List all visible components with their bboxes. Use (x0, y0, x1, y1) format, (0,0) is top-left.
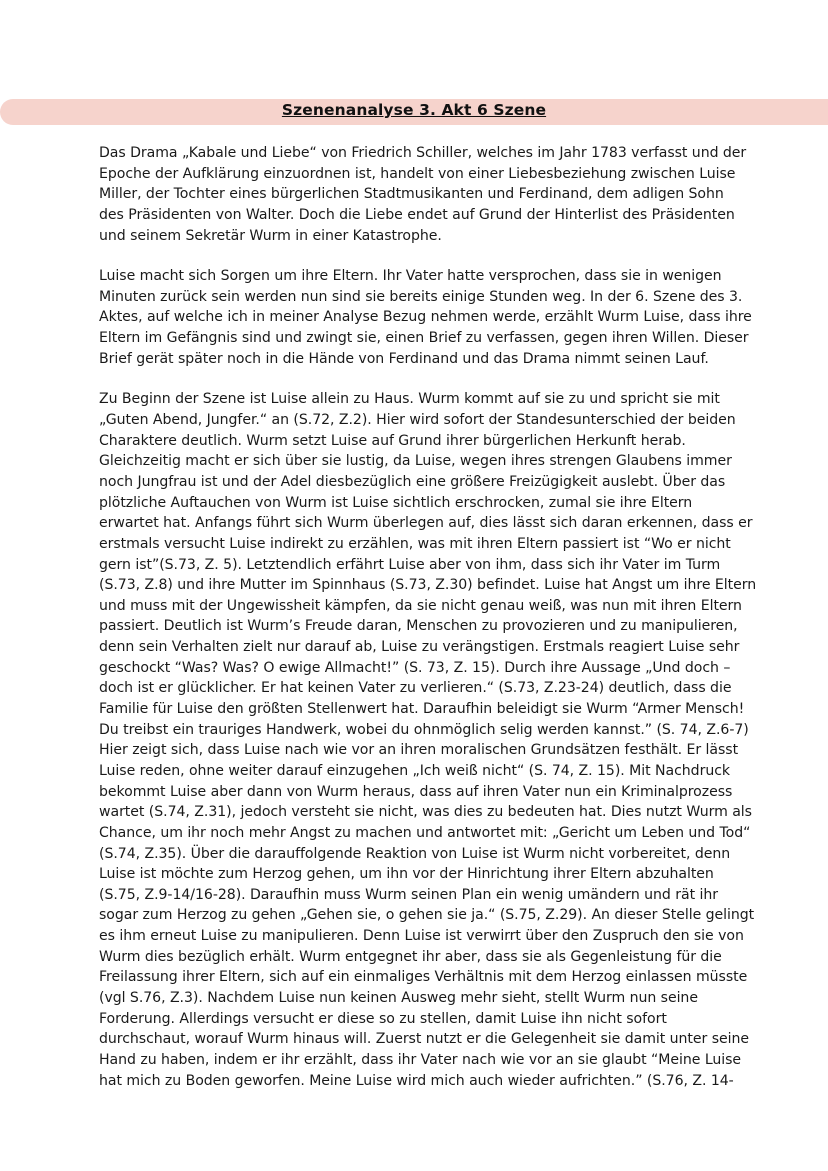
text-line: Wurm dies bezüglich erhält. Wurm entgegnet ihr aber, dass sie als Gegenleistung für die (99, 948, 722, 965)
text-line: Miller, der Tochter eines bürgerlichen Stadtmusikanten und Ferdinand, dem adligen Sohn (99, 186, 724, 203)
text-line: sogar zum Herzog zu gehen „Gehen sie, o gehen sie ja.“ (S.75, Z.29). An dieser Stelle gelingt (99, 907, 755, 924)
text-line: Hier zeigt sich, dass Luise nach wie vor an ihren moralischen Grundsätzen festhält. Er lässt (99, 742, 739, 759)
text-line: (S.74, Z.35). Über die darauffolgende Reaktion von Luise ist Wurm nicht vorbereitet, denn (99, 845, 731, 862)
text-line: Aktes, auf welche ich in meiner Analyse Bezug nehmen werde, erzählt Wurm Luise, dass ihre (99, 309, 752, 326)
text-line: noch Jungfrau ist und der Adel diesbezüglich eine größere Freizügigkeit auslebt. Über das (99, 473, 726, 490)
text-line: Forderung. Allerdings versucht er diese so zu stellen, damit Luise ihn nicht sofort (99, 1010, 667, 1027)
text-line: bekommt Luise aber dann von Wurm heraus, dass auf ihren Vater nun ein Kriminalprozess (99, 783, 733, 800)
text-line: plötzliche Auftauchen von Wurm ist Luise sichtlich erschrocken, zumal sie ihre Eltern (99, 494, 693, 511)
text-line: Luise reden, ohne weiter darauf einzugehen „Ich weiß nicht“ (S. 74, Z. 15). Mit Nachdruck (99, 762, 731, 779)
text-line: (vgl S.76, Z.3). Nachdem Luise nun keinen Ausweg mehr sieht, stellt Wurm nun seine (99, 989, 698, 1006)
text-line: Familie für Luise den größten Stellenwert hat. Daraufhin beleidigt sie Wurm “Armer Mensch! (99, 701, 745, 718)
text-line: erstmals versucht Luise indirekt zu erzählen, was mit ihren Eltern passiert ist “Wo er nicht (99, 535, 731, 552)
text-line: geschockt “Was? Was? O ewige Allmacht!” (S. 73, Z. 15). Durch ihre Aussage „Und doch – (99, 659, 731, 676)
text-line: des Präsidenten von Walter. Doch die Liebe endet auf Grund der Hinterlist des Präsidenten (99, 206, 735, 223)
text-line: Freilassung ihrer Eltern, sich auf ein einmaliges Verhältnis mit dem Herzog einlassen müsste (99, 969, 748, 986)
text-line: und seinem Sekretär Wurm in einer Katastrophe. (99, 227, 442, 244)
text-line: Gleichzeitig macht er sich über sie lustig, da Luise, wegen ihres strengen Glaubens immer (99, 453, 732, 470)
text-line: Das Drama „Kabale und Liebe“ von Friedrich Schiller, welches im Jahr 1783 verfasst und der (99, 145, 747, 161)
analysis-paragraph (99, 389, 757, 1091)
text-line: erwartet hat. Anfangs führt sich Wurm überlegen auf, dies lässt sich daran erkennen, dass er (99, 515, 753, 532)
text-line: Epoche der Aufklärung einzuordnen ist, handelt von einer Liebesbeziehung zwischen Luise (99, 165, 736, 182)
text-line: wartet (S.74, Z.31), jedoch versteht sie nicht, was dies zu bedeuten hat. Dies nutzt Wurm als (99, 804, 752, 821)
text-line: hat mich zu Boden geworfen. Meine Luise wird mich auch wieder aufrichten.” (S.76, Z. 14- (99, 1072, 734, 1089)
text-line: denn sein Verhalten zielt nur darauf ab, Luise zu verängstigen. Erstmals reagiert Luise sehr (99, 639, 740, 656)
intro-paragraph (99, 143, 747, 246)
text-line: „Guten Abend, Jungfer.“ an (S.72, Z.2). Hier wird sofort der Standesunterschied der beiden (99, 412, 736, 429)
text-line: Eltern im Gefängnis sind und zwingt sie, einen Brief zu verfassen, gegen ihren Willen. Dieser (99, 330, 749, 347)
text-line: Chance, um ihr noch mehr Angst zu machen und antwortet mit: „Gericht um Leben und Tod“ (99, 824, 751, 841)
text-line: Minuten zurück sein werden nun sind sie bereits einige Stunden weg. In der 6. Szene des 3. (99, 288, 743, 305)
text-line: Hand zu haben, indem er ihr erzählt, dass ihr Vater nach wie vor an sie glaubt “Meine Luise (99, 1051, 742, 1068)
text-line: Luise macht sich Sorgen um ihre Eltern. Ihr Vater hatte versprochen, dass sie in wenigen (99, 268, 722, 285)
text-line: doch ist er glücklicher. Er hat keinen Vater zu verlieren.“ (S.73, Z.23-24) deutlich, dass die (99, 680, 732, 697)
context-paragraph (99, 266, 752, 369)
text-line: durchschaut, worauf Wurm hinaus will. Zuerst nutzt er die Gelegenheit sie damit unter seine (99, 1031, 749, 1048)
text-line: Brief gerät später noch in die Hände von Ferdinand und das Drama nimmt seinen Lauf. (99, 350, 709, 367)
text-line: Du treibst ein trauriges Handwerk, wobei du ohnmöglich selig werden kannst.” (S. 74, Z.6-7) (99, 721, 749, 738)
text-line: Charaktere deutlich. Wurm setzt Luise auf Grund ihrer bürgerlichen Herkunft herab. (99, 432, 686, 449)
text-line: (S.73, Z.8) und ihre Mutter im Spinnhaus (S.73, Z.30) befindet. Luise hat Angst um ihre Eltern (99, 577, 757, 594)
text-line: Zu Beginn der Szene ist Luise allein zu Haus. Wurm kommt auf sie zu und spricht sie mit (99, 391, 720, 408)
text-line: passiert. Deutlich ist Wurm’s Freude daran, Menschen zu provozieren und zu manipulieren, (99, 618, 738, 635)
document-body (99, 143, 757, 1111)
text-line: und muss mit der Ungewissheit kämpfen, da sie nicht genau weiß, was nun mit ihren Eltern (99, 597, 742, 614)
text-line: Luise ist möchte zum Herzog gehen, um ihn vor der Hinrichtung ihrer Eltern abzuhalten (99, 866, 714, 883)
text-line: es ihm erneut Luise zu manipulieren. Denn Luise ist verwirrt über den Zuspruch den sie von (99, 928, 744, 945)
document-title: Szenenanalyse 3. Akt 6 Szene (281, 101, 547, 119)
text-line: (S.75, Z.9-14/16-28). Daraufhin muss Wurm seinen Plan ein wenig umändern und rät ihr (99, 886, 718, 903)
text-line: gern ist”(S.73, Z. 5). Letztendlich erfährt Luise aber von ihm, dass sich ihr Vater im Turm (99, 556, 721, 573)
